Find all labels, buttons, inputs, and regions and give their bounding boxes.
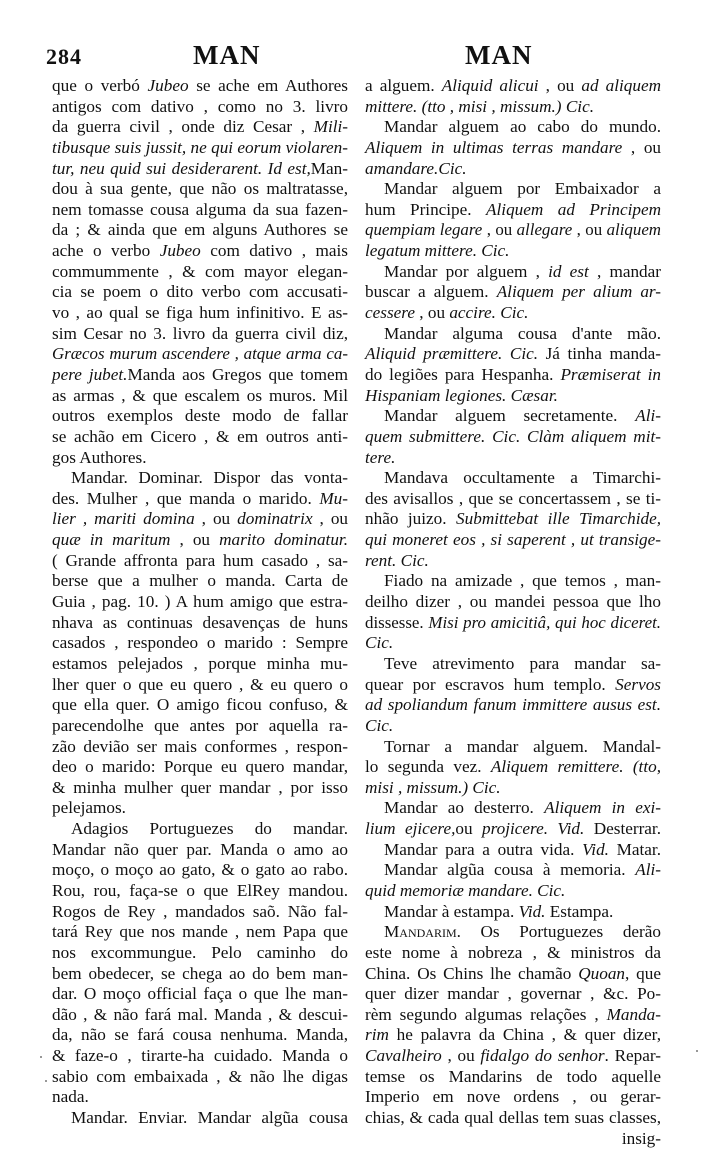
text-segment: as armas , & que escalem os muros. Mil bbox=[52, 385, 348, 405]
running-head-right: MAN bbox=[465, 40, 533, 70]
text-segment: Mandar não quer par. Manda o amo ao bbox=[52, 839, 348, 859]
text-segment: Tornar a mandar alguem. Mandal- bbox=[384, 736, 661, 756]
text-line bbox=[52, 179, 348, 200]
text-segment: Mandar por alguem , bbox=[384, 261, 549, 281]
text-line bbox=[52, 448, 348, 469]
text-segment: se achão em Cicero , & em outros anti- bbox=[52, 426, 348, 446]
text-segment: nem tomasse cousa alguma da sua fazen- bbox=[52, 199, 348, 219]
text-line bbox=[365, 1025, 661, 1046]
italic-latin-text: rent. Cic. bbox=[365, 550, 429, 570]
text-line bbox=[365, 97, 661, 118]
text-segment: Mandar à estampa. bbox=[384, 901, 519, 921]
text-line bbox=[52, 138, 348, 159]
text-segment: cia se poem o dito verbo com accusati- bbox=[52, 282, 348, 302]
text-segment: Mandar para a outra vida. bbox=[384, 839, 583, 859]
italic-latin-text: tibusque suis jussit, ne qui eorum violaren- bbox=[52, 137, 348, 157]
text-line bbox=[52, 819, 348, 840]
text-line bbox=[52, 716, 348, 737]
italic-latin-text: fidalgo do senhor bbox=[480, 1046, 605, 1066]
text-line bbox=[52, 386, 348, 407]
right-column bbox=[365, 76, 661, 1149]
text-line bbox=[365, 1067, 661, 1088]
text-line bbox=[52, 757, 348, 778]
text-segment: China. Os Chins lhe chamão bbox=[365, 963, 579, 983]
text-segment: lher quer o que eu quero , & eu quero o bbox=[52, 674, 348, 694]
text-line bbox=[365, 1087, 661, 1108]
text-segment: des. Mulher , que manda o marido. bbox=[52, 488, 320, 508]
text-line bbox=[52, 654, 348, 675]
text-line bbox=[365, 489, 661, 510]
text-segment: Estampa. bbox=[545, 901, 614, 921]
italic-latin-text: Aliquid alicui bbox=[441, 76, 539, 95]
text-line bbox=[52, 922, 348, 943]
italic-latin-text: Mu- bbox=[319, 488, 348, 508]
text-segment: quear por escravos hum templo. bbox=[365, 674, 616, 694]
text-line bbox=[52, 76, 348, 97]
text-line bbox=[365, 613, 661, 634]
text-segment: ache o verbo bbox=[52, 241, 160, 261]
text-line bbox=[365, 138, 661, 159]
text-line bbox=[52, 406, 348, 427]
text-line bbox=[365, 881, 661, 902]
text-segment: , ou bbox=[441, 1046, 481, 1066]
text-segment: , ou bbox=[572, 220, 607, 240]
text-line bbox=[365, 757, 661, 778]
text-segment: Mandar ao desterro. bbox=[384, 798, 545, 818]
text-segment: antigos com dativo , como no 3. livro bbox=[52, 96, 348, 116]
text-segment: ou bbox=[455, 819, 482, 839]
italic-latin-text: lier , mariti domina bbox=[52, 509, 195, 529]
text-line bbox=[52, 241, 348, 262]
text-segment: Mandar alguem por Embaixador a bbox=[384, 179, 661, 199]
text-segment: dão , & não fará mal. Manda , & descui- bbox=[52, 1004, 348, 1024]
scan-speck bbox=[696, 1050, 698, 1052]
italic-latin-text: amandare.Cic. bbox=[365, 158, 467, 178]
text-line bbox=[52, 902, 348, 923]
italic-latin-text: lium ejicere, bbox=[365, 819, 456, 839]
left-column bbox=[52, 76, 348, 1129]
italic-latin-text: Vid. bbox=[582, 839, 609, 859]
text-line bbox=[365, 964, 661, 985]
text-line bbox=[365, 798, 661, 819]
text-segment: gos Authores. bbox=[52, 447, 147, 467]
text-line bbox=[365, 902, 661, 923]
italic-latin-text: Aliquem remittere. (tto, bbox=[490, 757, 661, 777]
text-segment: commummente , & com mayor elegan- bbox=[52, 261, 348, 281]
text-line bbox=[52, 633, 348, 654]
text-segment: bem obedecer, se chega ao do bem man- bbox=[52, 963, 348, 983]
text-line bbox=[52, 1025, 348, 1046]
text-line bbox=[52, 365, 348, 386]
italic-latin-text: Submittebat ille Timarchide, bbox=[456, 509, 661, 529]
text-segment: Mandar algũa cousa à memoria. bbox=[384, 860, 636, 880]
text-segment: Guia , pag. 10. ) A hum amigo que estra- bbox=[52, 592, 348, 612]
italic-latin-text: allegare bbox=[516, 220, 573, 240]
text-line bbox=[365, 427, 661, 448]
italic-latin-text: Quoan bbox=[578, 963, 626, 983]
text-line bbox=[52, 117, 348, 138]
text-segment: casados , respondeo o marido : Sempre bbox=[52, 633, 348, 653]
text-segment: , ou bbox=[622, 137, 662, 157]
text-line bbox=[365, 1129, 661, 1149]
italic-latin-text: Græcos murum ascendere , atque arma ca- bbox=[52, 344, 348, 364]
text-line bbox=[365, 778, 661, 799]
text-line bbox=[52, 1067, 348, 1088]
text-line bbox=[52, 798, 348, 819]
text-line bbox=[52, 592, 348, 613]
text-line bbox=[52, 509, 348, 530]
text-segment: estamos pelejados , porque minha mu- bbox=[52, 653, 348, 673]
text-segment: quer dizer mandar , governar , &c. Po- bbox=[365, 984, 661, 1004]
text-line bbox=[52, 220, 348, 241]
text-segment: des avisallos , que se concertassem , se ti- bbox=[365, 488, 661, 508]
text-line bbox=[365, 530, 661, 551]
text-segment: da guerra civil , onde diz Cesar , bbox=[52, 117, 314, 137]
text-line bbox=[365, 984, 661, 1005]
text-segment: & minha mulher quer mandar , por isso bbox=[52, 777, 348, 797]
text-line bbox=[52, 984, 348, 1005]
text-segment: Matar. bbox=[608, 839, 661, 859]
text-line bbox=[365, 819, 661, 840]
text-segment: , ou bbox=[414, 303, 450, 323]
text-segment: que ella quer. O amigo ficou confuso, & bbox=[52, 695, 348, 715]
italic-latin-text: marito dominatur. bbox=[219, 530, 348, 550]
text-segment: berse que a mulher o manda. Carta de bbox=[52, 571, 348, 591]
text-segment: Os Portuguezes derão bbox=[460, 922, 661, 942]
text-segment: dou à sua gente, que não os maltratasse, bbox=[52, 179, 348, 199]
text-segment: nhão juizo. bbox=[365, 509, 457, 529]
italic-latin-text: quæ in maritum bbox=[52, 530, 171, 550]
text-line bbox=[365, 76, 661, 97]
running-head-left: MAN bbox=[193, 40, 261, 70]
text-line bbox=[365, 654, 661, 675]
text-segment: deo o marido: Porque eu quero mandar, bbox=[52, 757, 348, 777]
text-segment: a alguem. bbox=[365, 76, 442, 95]
text-line bbox=[365, 386, 661, 407]
text-line bbox=[52, 778, 348, 799]
text-line bbox=[365, 282, 661, 303]
text-segment: Mandar. Dominar. Dispor das vonta- bbox=[71, 468, 348, 488]
text-line bbox=[52, 695, 348, 716]
italic-latin-text: Jubeo bbox=[147, 76, 189, 95]
text-segment: he palavra da China , & quer dizer, bbox=[388, 1025, 661, 1045]
text-line bbox=[365, 344, 661, 365]
text-segment: com dativo , mais bbox=[200, 241, 348, 261]
text-line bbox=[52, 737, 348, 758]
text-line bbox=[365, 1046, 661, 1067]
text-line bbox=[52, 303, 348, 324]
italic-latin-text: projicere. Vid. bbox=[481, 819, 585, 839]
italic-latin-text: accire. Cic. bbox=[449, 303, 529, 323]
scan-speck bbox=[45, 1080, 47, 1082]
italic-latin-text: Aliquem in exi- bbox=[544, 798, 662, 818]
text-segment: , ou bbox=[312, 509, 349, 529]
italic-latin-text: quid memoriæ mandare. Cic. bbox=[365, 880, 566, 900]
headword: Mandarim. bbox=[384, 922, 461, 942]
text-segment: do legiões para Hespanha. bbox=[365, 364, 561, 384]
text-segment: dar. O moço official faça o que lhe man- bbox=[52, 984, 348, 1004]
text-line bbox=[52, 571, 348, 592]
text-line bbox=[52, 159, 348, 180]
text-segment: temse os Mandarins de todo aquelle bbox=[365, 1066, 661, 1086]
text-segment: Imperio em nove ordens , ou gerar- bbox=[365, 1087, 661, 1107]
text-segment: buscar a alguem. bbox=[365, 282, 497, 302]
italic-latin-text: quempiam legare bbox=[365, 220, 483, 240]
text-line bbox=[365, 159, 661, 180]
text-line bbox=[365, 509, 661, 530]
text-segment: nada. bbox=[52, 1087, 89, 1107]
text-segment: , ou bbox=[194, 509, 238, 529]
text-segment: lo segunda vez. bbox=[365, 757, 491, 777]
text-line bbox=[365, 448, 661, 469]
text-segment: da ; & ainda que em alguns Authores se bbox=[52, 220, 348, 240]
text-line bbox=[365, 179, 661, 200]
text-line bbox=[52, 613, 348, 634]
text-line bbox=[52, 1087, 348, 1108]
text-segment: Manda aos Gregos que tomem bbox=[127, 364, 348, 384]
italic-latin-text: Mili- bbox=[313, 117, 348, 137]
text-line bbox=[365, 117, 661, 138]
italic-latin-text: Cic. bbox=[365, 715, 394, 735]
italic-latin-text: rim bbox=[365, 1025, 389, 1045]
text-line bbox=[365, 1005, 661, 1026]
text-line bbox=[365, 551, 661, 572]
italic-latin-text: Servos bbox=[615, 674, 661, 694]
text-segment: nhava as continuas desavenças de huns bbox=[52, 612, 348, 632]
text-line bbox=[365, 922, 661, 943]
italic-latin-text: Cic. bbox=[365, 633, 394, 653]
italic-latin-text: legatum mittere. Cic. bbox=[365, 241, 510, 261]
text-line bbox=[365, 737, 661, 758]
text-segment: Mandar alguem secretamente. bbox=[384, 406, 636, 426]
text-line bbox=[365, 1108, 661, 1129]
text-line bbox=[52, 1108, 348, 1129]
text-line bbox=[52, 943, 348, 964]
text-segment: que o verbó bbox=[52, 76, 148, 95]
italic-latin-text: Misi pro amicitiâ, qui hoc diceret. bbox=[428, 612, 661, 632]
text-segment: Já tinha manda- bbox=[538, 344, 661, 364]
text-segment: sim Cesar no 3. livro da guerra civil diz, bbox=[52, 323, 348, 343]
text-line bbox=[365, 695, 661, 716]
text-segment: ( Grande affronta para hum casado , sa- bbox=[52, 550, 348, 570]
text-line bbox=[52, 468, 348, 489]
text-segment: vo , ao qual se figa hum infinitivo. E as- bbox=[52, 303, 348, 323]
text-segment: hum Principe. bbox=[365, 199, 487, 219]
italic-latin-text: tur, neu quid sui desiderarent. Id est, bbox=[52, 158, 311, 178]
text-line bbox=[52, 324, 348, 345]
text-line bbox=[52, 551, 348, 572]
text-segment: & faze-o , tirarte-ha cuidado. Manda o bbox=[52, 1046, 348, 1066]
italic-latin-text: pere jubet. bbox=[52, 364, 128, 384]
italic-latin-text: misi , missum.) Cic. bbox=[365, 777, 501, 797]
italic-latin-text: cessere bbox=[365, 303, 415, 323]
italic-latin-text: Aliquid præmittere. Cic. bbox=[365, 344, 539, 364]
italic-latin-text: Aliquem in ultimas terras mandare bbox=[365, 137, 623, 157]
text-segment: , ou bbox=[482, 220, 517, 240]
italic-latin-text: quem submittere. Cic. Clàm aliquem mit- bbox=[365, 426, 661, 446]
italic-latin-text: Vid. bbox=[518, 901, 546, 921]
text-line bbox=[52, 200, 348, 221]
text-segment: , ou bbox=[170, 530, 220, 550]
italic-latin-text: ad aliquem bbox=[581, 76, 662, 95]
text-segment: Fiado na amizade , que temos , man- bbox=[384, 571, 661, 591]
text-segment: deilho dizer , ou mandei pessoa que lho bbox=[365, 592, 661, 612]
text-line bbox=[365, 468, 661, 489]
text-line bbox=[365, 571, 661, 592]
text-line bbox=[52, 489, 348, 510]
text-segment: Mandar alguem ao cabo do mundo. bbox=[384, 117, 661, 137]
italic-latin-text: Cavalheiro bbox=[365, 1046, 442, 1066]
text-line bbox=[52, 427, 348, 448]
text-line bbox=[365, 406, 661, 427]
italic-latin-text: dominatrix bbox=[237, 509, 313, 529]
text-segment: sabio com embaixada , & não lhe digas bbox=[52, 1066, 348, 1086]
italic-latin-text: Jubeo bbox=[159, 241, 201, 261]
text-line bbox=[52, 1046, 348, 1067]
italic-latin-text: Ali- bbox=[635, 860, 661, 880]
text-segment: da, não se fará cousa nenhuma. Manda, bbox=[52, 1025, 348, 1045]
text-line bbox=[365, 716, 661, 737]
text-line bbox=[365, 200, 661, 221]
text-line bbox=[52, 840, 348, 861]
text-line bbox=[52, 1005, 348, 1026]
scan-speck bbox=[40, 1056, 42, 1058]
text-line bbox=[365, 840, 661, 861]
text-segment: . Repar- bbox=[604, 1046, 661, 1066]
italic-latin-text: Aliquem per alium ar- bbox=[496, 282, 661, 302]
text-segment: Desterrar. bbox=[584, 819, 661, 839]
text-segment: zão devião ser mais conformes , respon- bbox=[52, 736, 348, 756]
text-line bbox=[52, 97, 348, 118]
italic-latin-text: Aliquem ad Principem bbox=[486, 199, 661, 219]
italic-latin-text: Ali- bbox=[635, 406, 661, 426]
text-segment: Adagios Portuguezes do mandar. bbox=[71, 819, 348, 839]
page-number: 284 bbox=[46, 44, 82, 69]
text-segment: , ou bbox=[538, 76, 582, 95]
text-segment: rèm segundo algumas relações , bbox=[365, 1004, 607, 1024]
text-segment: chias, & cada qual dellas tem suas classes, bbox=[365, 1108, 661, 1128]
italic-latin-text: Manda- bbox=[606, 1004, 661, 1024]
text-line bbox=[52, 262, 348, 283]
text-line bbox=[365, 592, 661, 613]
text-line bbox=[365, 365, 661, 386]
text-segment: insig- bbox=[621, 1128, 661, 1148]
text-segment: parecendolhe que antes por aquella ra- bbox=[52, 715, 348, 735]
text-line bbox=[365, 262, 661, 283]
italic-latin-text: Hispaniam legiones. Cæsar. bbox=[365, 385, 558, 405]
text-line bbox=[52, 530, 348, 551]
text-line bbox=[365, 633, 661, 654]
text-line bbox=[365, 220, 661, 241]
italic-latin-text: ad spoliandum fanum immittere ausus est. bbox=[365, 695, 661, 715]
text-line bbox=[365, 860, 661, 881]
text-line bbox=[365, 943, 661, 964]
text-line bbox=[52, 282, 348, 303]
text-segment: Rogos de Rey , mandados saõ. Não fal- bbox=[52, 901, 348, 921]
text-line bbox=[52, 675, 348, 696]
text-segment: este nome à nobreza , & ministros da bbox=[365, 942, 661, 962]
text-line bbox=[365, 241, 661, 262]
text-segment: se ache em Authores bbox=[188, 76, 349, 95]
text-segment: , mandar bbox=[588, 261, 661, 281]
text-segment: outros exemplos deste modo de fallar bbox=[52, 406, 348, 426]
italic-latin-text: Præmiserat in bbox=[560, 364, 661, 384]
text-segment: pelejamos. bbox=[52, 798, 126, 818]
italic-latin-text: qui moneret eos , si saperent , ut transige- bbox=[365, 530, 661, 550]
text-segment: dissesse. bbox=[365, 612, 429, 632]
text-segment: Mandar. Enviar. Mandar algũa cousa bbox=[71, 1108, 348, 1128]
text-line bbox=[52, 964, 348, 985]
text-line bbox=[52, 881, 348, 902]
text-segment: moço, o moço ao gato, & o gato ao rabo. bbox=[52, 860, 348, 880]
text-line bbox=[365, 675, 661, 696]
text-line bbox=[52, 344, 348, 365]
text-segment: Teve atrevimento para mandar sa- bbox=[384, 653, 661, 673]
italic-latin-text: tere. bbox=[365, 447, 396, 467]
text-line bbox=[365, 324, 661, 345]
text-line bbox=[365, 303, 661, 324]
italic-latin-text: id est bbox=[548, 261, 589, 281]
italic-latin-text: aliquem bbox=[606, 220, 662, 240]
italic-latin-text: mittere. (tto , misi , missum.) Cic. bbox=[365, 96, 594, 116]
text-segment: Mandar alguma cousa d'ante mão. bbox=[384, 323, 661, 343]
text-segment: Man- bbox=[310, 158, 348, 178]
text-line bbox=[52, 860, 348, 881]
text-segment: , que bbox=[625, 963, 661, 983]
text-segment: Rou, rou, faça-se o que ElRey mandou. bbox=[52, 880, 348, 900]
text-segment: Mandava occultamente a Timarchi- bbox=[384, 468, 661, 488]
text-segment: tará Rey que nos mande , nem Papa que bbox=[52, 922, 348, 942]
text-segment: nos excommungue. Pelo caminho do bbox=[52, 942, 348, 962]
